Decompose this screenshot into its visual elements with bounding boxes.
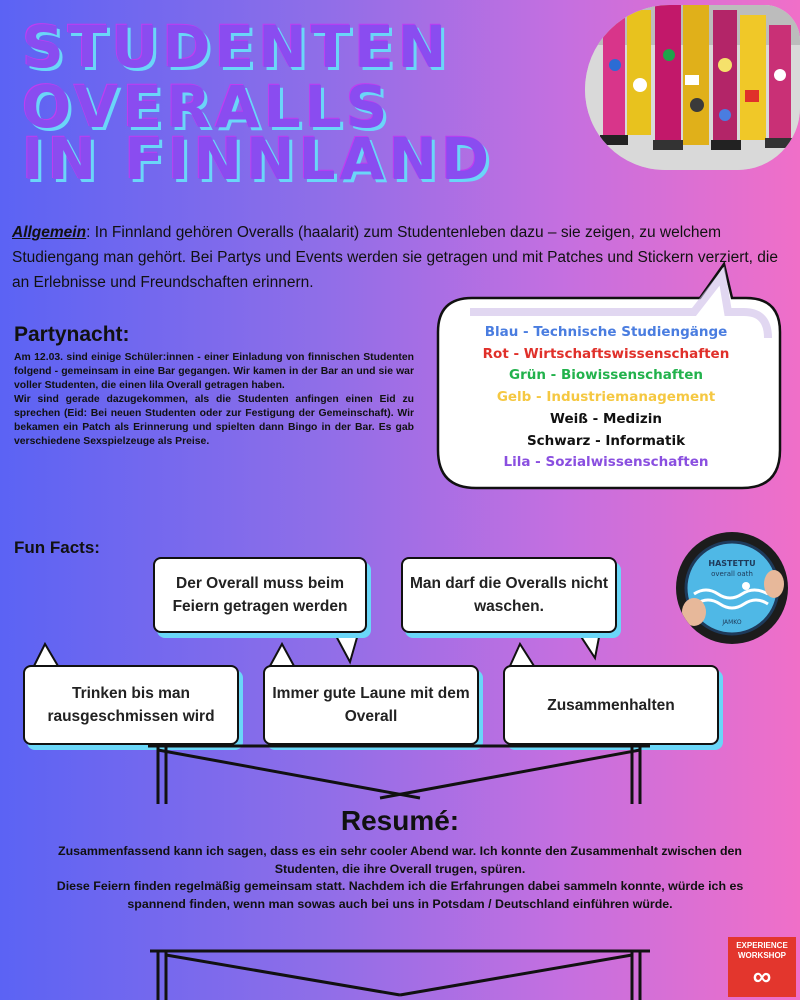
party-paragraph-1: Am 12.03. sind einige Schüler:innen - einer Einladung von finnischen Studenten folgend - gemeinsam in eine Bar gegangen. Wir kamen in der Bar an und sie war voller Studenten, die einen lila Overall getragen haben. [14,352,414,391]
fact-zusammenhalten [503,665,719,745]
legend-gruen: Grün - Biowissenschaften [509,367,703,384]
legend-gelb: Gelb - Industriemanagement [496,389,716,406]
fact-text-5: Zusammenhalten [547,696,675,714]
badge-brand: JAMKO [722,619,742,626]
badge-line2: overall oath [711,570,753,578]
overalls-photo [585,5,800,170]
fact-trinken [23,665,239,745]
intro-lead: Allgemein [12,224,87,241]
fact-gute-laune [263,665,479,745]
fact-text-2: Man darf die Overalls nicht waschen. [409,575,609,615]
fact-overall-feiern [153,557,367,633]
intro-text: : In Finnland gehören Overalls (haalarit) zum Studentenleben dazu – sie zeigen, zu welchem Studiengang man gehört. Bei Partys und Events werden sie getragen und mit Patches und Stickern verziert, die an Erlebnisse und Freundschaften erinnern. [12,224,778,291]
experience-workshop-logo [728,937,796,997]
party-paragraph-2: Wir sind gerade dazugekommen, als die Studenten anfingen einen Eid zu sprechen (Eid: Bei neuen Studenten oder zur Festigung der Gemeinschaft). Wir bekamen ein Patch als Erinnerung und spielten dann Bingo in der Bar. Es gab verschiedene Sexspielzeuge als Preise. [14,394,414,447]
fact-text-4: Immer gute Laune mit dem Overall [272,685,470,725]
frame-top [0,738,800,808]
party-text [14,351,414,449]
logo-line1: EXPERIENCE [736,941,788,950]
legend-schwarz: Schwarz - Informatik [526,432,686,449]
party-heading: Partynacht: [14,323,130,346]
frame-bottom [0,945,800,1000]
resume-heading: Resumé: [340,805,460,836]
resume-paragraph-1: Zusammenfassend kann ich sagen, dass es ein sehr cooler Abend war. Ich konnte den Zusammenhalt zwischen den Studenten, die ihre Overall trugen, spüren. [58,844,742,876]
resume-text [30,843,770,913]
resume-paragraph-2: Diese Feiern finden regelmäßig gemeinsam statt. Nachdem ich die Erfahrungen dabei sammeln konnte, würde ich es spannend finden, wenn man sowas auch bei uns in Potsdam / Deutschland einführen würde. [56,879,744,911]
legend-weiss: Weiß - Medizin [550,410,662,427]
fact-text-1: Der Overall muss beim Feiern getragen werden [172,575,348,615]
title-line-2: OVERALLS [22,73,392,141]
title-line-3: IN FINNLAND [22,125,494,193]
funfacts-heading: Fun Facts: [14,538,100,557]
logo-line2: WORKSHOP [738,951,786,960]
legend-lila: Lila - Sozialwissenschaften [503,454,709,471]
legend-rot: Rot - Wirtschaftswissenschaften [482,345,730,362]
badge-line1: HASTETTU [708,559,756,568]
fact-text-3: Trinken bis man rausgeschmissen wird [47,685,215,725]
infinity-icon: ∞ [752,961,772,991]
fact-nicht-waschen [401,557,617,633]
patch-badge [676,532,788,644]
color-legend [445,322,767,474]
legend-blau: Blau - Technische Studiengänge [484,324,728,340]
title-line-1: STUDENTEN [22,13,451,81]
